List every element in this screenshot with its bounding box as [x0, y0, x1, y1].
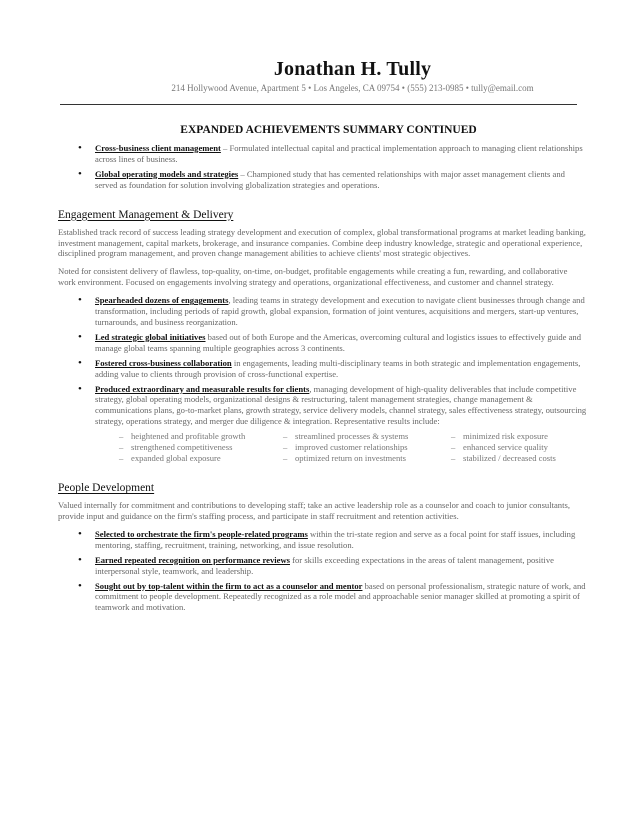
bullet-text: based on personal professionalism, strategic nature of work, and commitment to people development. Repeatedly recognized as a role model and approachable senior manager skilled at promoting a spirit of teamwork and motivation.: [95, 580, 586, 613]
list-item: [78, 332, 587, 354]
bullet-text: based out of both Europe and the Americas, overcoming cultural and logistics issues to effectively guide and manage global teams spanning multiple geographies across 3 continents.: [95, 331, 581, 353]
header-divider: [60, 104, 577, 105]
result-item: expanded global exposure: [131, 453, 221, 464]
candidate-name: Jonathan H. Tully: [273, 58, 432, 80]
bullet-lead: Global operating models and strategies: [95, 168, 239, 179]
result-dash: –: [119, 442, 124, 453]
bullet-lead: Cross-business client management: [95, 143, 221, 153]
result-dash: –: [451, 431, 456, 442]
result-dash: –: [283, 442, 288, 453]
engagement-heading: Engagement Management & Delivery: [58, 208, 234, 221]
result-item: enhanced service quality: [463, 442, 548, 453]
bullet-lead: Fostered cross-business collaboration: [95, 357, 232, 368]
list-item: [78, 295, 587, 328]
bullet-lead: Led strategic global initiatives: [95, 331, 206, 342]
result-item: optimized return on investments: [295, 453, 406, 464]
list-item: [78, 358, 587, 380]
engagement-paragraph: Established track record of success leading strategy development and execution of complex, global transformational programs at market leading banking, investment management, capital markets, brokerage, and insurance companies. Combine deep industry knowledge, strategic and operational experience, disciplined program management, and proven change management abilities to achieve clients' most strategic objectives.: [58, 226, 586, 259]
people-heading: People Development: [58, 482, 155, 495]
bullet-text: , leading teams in strategy development and execution to navigate client businesses through change and transformation, including periods of rapid growth, global expansion, formation of joint ventures, acquisitions and mergers, start-up ventures, turnarounds, and business reorganization.: [95, 295, 585, 327]
result-dash: –: [451, 453, 456, 464]
result-item: improved customer relationships: [295, 442, 408, 453]
result-dash: –: [119, 431, 124, 442]
list-item: [78, 169, 587, 191]
engagement-paragraph: Noted for consistent delivery of flawless, top-quality, on-time, on-budget, profitable engagements while creating a fun, rewarding, and collaborative work environment. Focused on engagements involving strategy and operations, organizational effectiveness, and customer and channel strategy.: [58, 266, 568, 288]
results-table: [119, 431, 587, 464]
bullet-lead: Selected to orchestrate the firm's people-related programs: [95, 528, 308, 539]
people-paragraph: Valued internally for commitment and contributions to developing staff; take an active leadership role as a counselor and coach to junior consultants, provide input and guidance on the firm's staffing process, and participate in staff recruitment and retention activities.: [58, 500, 570, 522]
bullet-lead: Spearheaded dozens of engagements: [95, 295, 229, 306]
bullet-text: – Formulated intellectual capital and practical implementation approach to managing client relationships across lines of business.: [95, 143, 583, 164]
list-item: [78, 555, 587, 577]
bullet-text: , managing development of high-quality deliverables that include competitive strategy, global operating models, organizational designs & restructuring, talent management strategies, change management & communications plans, go-to-market plans, growth strategy, service delivery models, channel strategy, sales effectiveness strategy, outsourcing strategy, operations strategy, and merger due diligence & integration. Representative results include:: [95, 383, 587, 427]
result-item: streamlined processes & systems: [295, 431, 409, 442]
bullet-lead: Sought out by top-talent within the firm to act as a counselor and mentor: [95, 580, 363, 591]
result-item: stabilized / decreased costs: [463, 453, 556, 464]
summary-bullets: [58, 143, 587, 191]
list-item: [78, 581, 587, 614]
result-dash: –: [451, 442, 456, 453]
result-item: strengthened competitiveness: [131, 442, 233, 453]
list-item: [78, 143, 587, 165]
result-item: minimized risk exposure: [463, 431, 548, 442]
bullet-lead: Produced extraordinary and measurable results for clients: [95, 383, 310, 394]
list-item: [78, 384, 587, 428]
result-dash: –: [283, 453, 288, 464]
summary-continued-heading: EXPANDED ACHIEVEMENTS SUMMARY CONTINUED: [180, 124, 477, 136]
result-dash: –: [283, 431, 288, 442]
bullet-lead: Earned repeated recognition on performance reviews: [95, 554, 290, 565]
bullet-text: for skills exceeding expectations in the areas of talent management, positive interpersonal style, teamwork, and leadership.: [95, 554, 554, 576]
list-item: [78, 529, 587, 551]
engagement-bullets: [58, 295, 587, 427]
bullet-text: within the tri-state region and serve as a focal point for staff issues, including mentoring, staffing, recruitment, training, networking, and issue resolution.: [95, 528, 576, 550]
bullet-text: – Championed study that has cemented relationships with major asset management clients and served as foundation for solution involving globalization strategies and operations.: [95, 168, 565, 190]
result-dash: –: [119, 453, 124, 464]
result-item: heightened and profitable growth: [131, 431, 246, 442]
people-bullets: [58, 529, 587, 613]
bullet-text: in engagements, leading multi-disciplinary teams in both strategic and implementation engagements, adding value to clients through provision of cross-functional expertise.: [95, 357, 581, 379]
contact-info: 214 Hollywood Avenue, Apartment 5 • Los Angeles, CA 09754 • (555) 213-0985 • tully@email.com: [171, 83, 534, 93]
